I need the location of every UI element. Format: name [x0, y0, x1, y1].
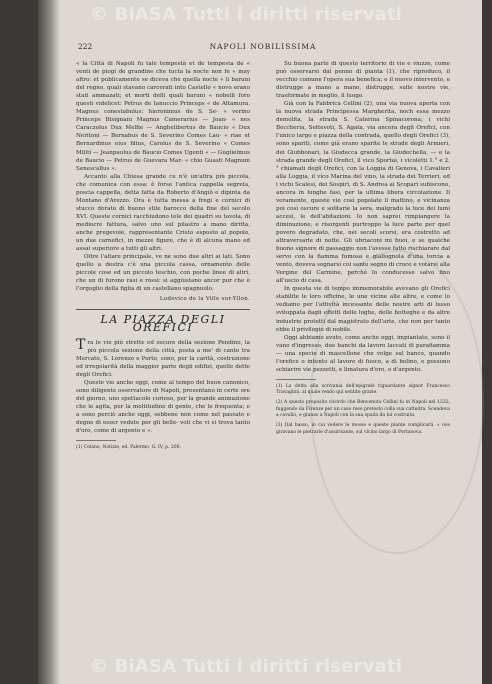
- page-number: 222: [78, 42, 93, 51]
- body-paragraph: Accanto alla Chiesa grande ce n'è un'altra più piccola, che comunica con essa: è forse l'antica cappella segreta, poscia cappella, detta fatta da Roberto d'Angiò e dipinta da Montano d'Arezzo. Ora è tutta messa a fregi e cornici di stucco dorato di buono stile barocco della fine del secolo XVI. Queste cornici racchiudono tele dei quadri su tavola, di mediocre fattura, salvo uno sul pilastro a mano diritta, anche pregevole, rappresentante Cristo esposto al popolo, un due carnefici, in mezze figure, che è di alcuna mano ed assai superiore a tutti gli altri.: [76, 173, 250, 253]
- body-paragraph-text: ra le vie più strette ed oscure della sezione Pendino, la più piccola sezione della città, posta a me' di canto tra Mercato, S. Lorenzo e Porto, sono, per la carità, costruzione ed irregolarità della maggior parte degli edifizi, quelle dette degli Orefici.: [76, 339, 250, 378]
- body-paragraph: Queste vie anche oggi, come al tempo del buon canonico, sono diligente osservatore di Napoli, presentano in certe ore del giorno, uno spettacolo curioso, per la grande animazione che le agita, per la moltitudine di gente, che le frequenta; e a sono perciò anche oggi, sebbene non come nel passato e degne di esser vedute per gli belle- voli che vi si trova tanto d'oro, come di argento e ».: [76, 379, 250, 435]
- watermark-bottom: © BiASA Tutti i diritti riservati: [89, 656, 403, 677]
- page-fold-shadow: [38, 0, 60, 684]
- section-title: LA PIAZZA DEGLI OREFICI: [100, 313, 226, 335]
- running-head: NAPOLI NOBILISSIMA: [209, 42, 317, 51]
- footnote: (3) Dal basso, in cui vedere le mosse e queste piante complicarli, « ove giravano le pietrarie d'assirisante, sul vicino largo di Portanova.: [276, 423, 450, 435]
- body-paragraph: Già con la Fabbrica Cellini (2), una via nuova aperta con la nuova strada Principessa Margherita, noch essa mezzo demolita, la strada S. Caterina Spinacorona; i vichi Beccheria, Settevoti, S. Agata, via ancora degli Orefici, con l'unico largo e piazza della contrada, quello degli Orefici (3), sono spariti, come già erano sparite le strade degli Armieri, dei Giubbonari, la Giudecca grande, la Giudechella, — e la strada grande degli Orefici, il vico Sportai, i vicoletti 1.° e 2.° chiamati degli Orefici, con la Loggia di Genova, i Cavalieri alla Loggia, il vico Marina del vino, la strada dei Terrieri, ed i vichi Scalesi, dei Sospiri, di S. Andrea ai Scopari subiscono, ancora in lunghe fasi, per la ultima libera circolazione. Il veramente, queste vie così popolate il mattino, e vicinanza poi così oscure e solitarie la sera, malgrado la luce dei lumi accesi, le dell'abitazioni. Io non saprei rimpiangere la diminuzione, e risorgenti purtroppo la luce parte per quel povero degradato, che, nei secoli scorsi, era costretto ad attraversarle di notte. Gli ubriaconi mi buoi, e se qualche buono signore di passaggio non l'avesse fatto rischiarare dal servo con la fiamma fumosa e giallognola d'una torcia a vento, doveva sognarsi col santo segno di croce e votarsi alla Vergine del Carmine, perché lo conducesse salvo fino all'uscio di casa.: [276, 101, 450, 285]
- right-column: [276, 60, 450, 680]
- watermark-top: © BiASA Tutti i diritti riservati: [89, 4, 403, 25]
- footnote: (2) A questo proposito ricordo che Benvenuto Cellini fu in Napoli nel 1532, fuggendo da Firenze per un caso reso pretesto colla sua cattedra. Scendeva a cavallo, e giunse a Napoli con la sua spada da lui costruita.: [276, 400, 450, 419]
- author-signature: Ludovico de la Ville sur-Yllon.: [159, 296, 250, 303]
- body-paragraph: Oggi abbiamo avuto, come anche oggi, impiantato, sono il vano d'ingresso, due banchi da lavoro laccati di parafiamma — una specie di mascellone che volge sul banco, quando l'orefice o intento al lavoro di fuoco, a di bolino, e possono schiarire vie pezzetti, e limatura d'oro, o d'argento.: [276, 334, 450, 373]
- body-paragraph: Su buona parte di questo territorio di vie e viuzze, come può osservarsi dal penno di pianta (1), che riproduco, il vecchio comune l'opera sua benefica; e il nuovo intervento, e distrugge a mano a mano, distrugge, sulle nostre vie, trasformate in meglio, il luogo.: [276, 61, 450, 100]
- left-column: [76, 60, 250, 680]
- page-header: [78, 42, 448, 56]
- footnote-rule: [76, 440, 116, 441]
- drop-cap: T: [76, 336, 86, 353]
- body-paragraph: Oltre l'altare principale, ve ne sono due altri ai lati. Sono quello a destra c'è una piccola cassa, ornamento delle piccole cose ed un piccolo teschio, con poche linee di altri, che un di furono rasi e rossi: si aggiustano ancor pur che è l'orgoglio della figlia di un castellano spagnuolo.: [76, 254, 250, 293]
- footnote: (1) La detta alla scrivania dell'epigrafe riguardante signor Francesco Travaglini, al quale rendo qui sentite grazie.: [276, 383, 450, 396]
- section-divider: [76, 309, 250, 310]
- body-paragraph: [76, 336, 250, 379]
- footnote-rule: [276, 379, 316, 380]
- body-paragraph: In questa vie di tempo immemorabile avevano gli Orefici stabilite le loro officine, le une vicine alle altre, e come lo vediamo per l'attività incessante delle nostre arti di lusso sviluppata dagli effetti delle loghe, delle botteghe e da altre industrie protetti dal magistrato dell'arte, che non per tanto ebbe il privilegio di nobile.: [276, 286, 450, 333]
- footnote: (1) Celano, Notizie, ed. Palermo, G. IV, p. 200.: [76, 445, 181, 451]
- quote-paragraph: « la Città di Napoli fu tale tempestà et de tempesta de « venti de piogi de grandine che tucta la nocte non fe « may altro: et publicamente se diceva che quella nocte « li baruni del regno, quali stavano carcerati into Castello « novo erano stati ammazati; et morti delli quali baruni « nobelli foro questi videlicet: Petrus de Ianuccio Princeps « de Altamura. Magnus conestabulus: hieronimus de S. Se- « verino Princeps Bisignani Magnus Camerarius — Joan- « nes Caraczolus Dux Melfie — Anghelibertus de Baucio « Dux Neritoni — Bernabus de S. Severino Comes Lau- « riae et Bernardinus eius filius, Carolus de S. Severino « Comes Militi — Jeanpaulus de Baucio Comes Ugenti « — Guglielmus de Baucio — Petrus de Guevara Mar- « chio Guasti Magnum Senescallus ».: [76, 61, 250, 172]
